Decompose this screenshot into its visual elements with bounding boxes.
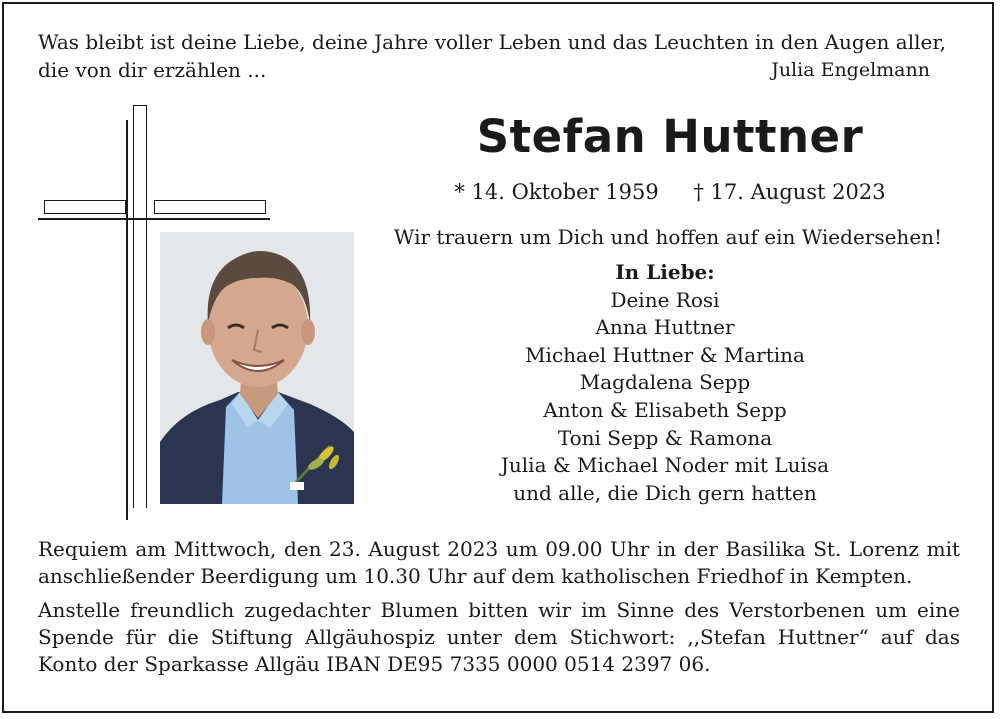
opening-quote xyxy=(38,28,947,84)
family-member: Magdalena Sepp xyxy=(579,370,751,395)
family-member: Anton & Elisabeth Sepp xyxy=(543,397,787,422)
death-date: † 17. August 2023 xyxy=(693,180,886,204)
quote-line-1: Was bleibt ist deine Liebe, deine Jahre voller Leben und das Leuchten in den Augen aller, xyxy=(38,30,947,54)
donation-line-1: Anstelle freundlich zugedachter Blumen bitten wir im Sinne des Verstorbenen um eine xyxy=(38,598,960,622)
mourning-text: Wir trauern um Dich und hoffen auf ein Wiedersehen! xyxy=(393,225,943,249)
requiem-line-1: Requiem am Mittwoch, den 23. August 2023 um 09.00 Uhr in der Basilika St. Lorenz mit xyxy=(38,537,960,561)
donation-notice xyxy=(38,597,960,678)
family-heading: In Liebe: xyxy=(615,260,715,284)
portrait-illustration xyxy=(160,232,354,504)
family-member: Deine Rosi xyxy=(610,287,720,312)
cross-right-arm xyxy=(154,200,266,214)
family-list xyxy=(460,259,870,507)
cross-shadow-horizontal xyxy=(38,218,270,220)
requiem-notice xyxy=(38,536,960,590)
family-member: Julia & Michael Noder mit Luisa xyxy=(500,453,830,478)
donation-line-2: Spende für die Stiftung Allgäuhospiz unter dem Stichwort: ,,Stefan Huttner“ auf das xyxy=(38,625,960,649)
family-member: Anna Huttner xyxy=(595,315,735,340)
family-member: Toni Sepp & Ramona xyxy=(557,425,773,450)
deceased-name: Stefan Huttner xyxy=(476,110,864,163)
cross-vertical-beam xyxy=(133,105,147,508)
quote-line-2: die von dir erzählen ... xyxy=(38,58,267,82)
requiem-line-2: anschließender Beerdigung um 10.30 Uhr auf dem katholischen Friedhof in Kempten. xyxy=(38,564,913,588)
donation-line-3: Konto der Sparkasse Allgäu IBAN DE95 7335 0000 0514 2397 06. xyxy=(38,652,711,676)
portrait-photo xyxy=(160,232,354,504)
family-member: Michael Huttner & Martina xyxy=(525,342,805,367)
quote-author: Julia Engelmann xyxy=(771,59,930,81)
cross-left-arm xyxy=(44,200,126,214)
birth-date: * 14. Oktober 1959 xyxy=(454,180,659,204)
cross-shadow-vertical xyxy=(126,120,128,520)
family-member: und alle, die Dich gern hatten xyxy=(513,480,817,505)
life-dates xyxy=(440,180,900,204)
